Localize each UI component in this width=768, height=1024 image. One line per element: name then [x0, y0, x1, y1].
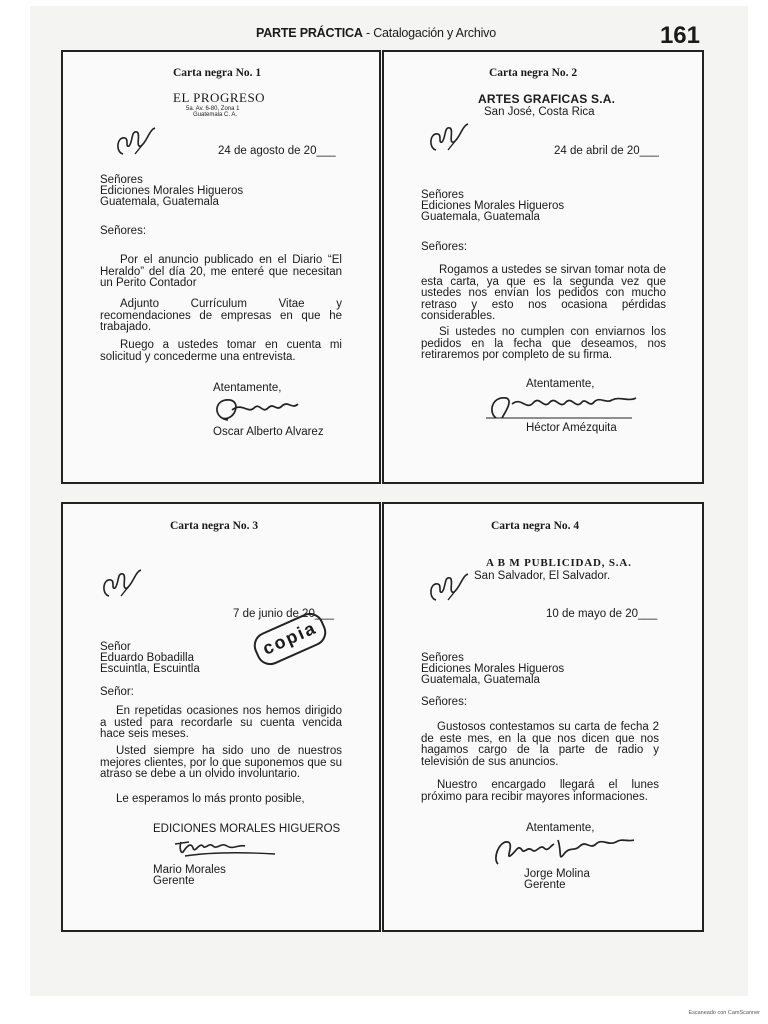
title-sub: - Catalogación y Archivo [362, 26, 496, 40]
signer-title: Gerente [524, 879, 566, 891]
company-signature: EDICIONES MORALES HIGUEROS [153, 823, 341, 835]
letter-paragraph: Adjunto Currículum Vitae y recomendaciones de empresas en que he trabajado. [100, 298, 342, 333]
company-address: San José, Costa Rica [484, 106, 595, 118]
salutation: Señores: [100, 225, 147, 237]
initials-mark [113, 124, 163, 160]
signature-mark [171, 832, 281, 860]
letter-paragraph: Le esperamos lo más pronto posible, [116, 793, 305, 805]
letter-paragraph: Gustosos contestamos su carta de fecha 2 de este mes, en la que nos dicen que nos hagamos cargo de la parte de radio y televisión de sus anuncios. [421, 721, 659, 768]
letter-paragraph: En repetidas ocasiones nos hemos dirigido a usted para recordarle su cuenta vencida hace seis meses. [100, 705, 342, 740]
signer-name: Oscar Alberto Alvarez [213, 426, 324, 438]
title-main: PARTE PRÁCTICA [256, 26, 363, 40]
company-name: A B M PUBLICIDAD, S.A. [486, 557, 632, 569]
letter-1 [61, 50, 381, 484]
recipient-line-1: Señor [100, 641, 131, 653]
signature-mark [482, 388, 642, 424]
letter-title: Carta negra No. 1 [173, 67, 262, 79]
page-number: 161 [659, 22, 700, 49]
signature-mark [488, 830, 638, 870]
letter-date: 10 de mayo de 20___ [546, 608, 658, 620]
letter-title: Carta negra No. 4 [491, 520, 580, 532]
recipient-line-1: Señores [421, 652, 464, 664]
letter-title: Carta negra No. 2 [489, 67, 578, 79]
recipient-line-3: Guatemala, Guatemala [421, 211, 540, 223]
closing: Atentamente, [526, 822, 595, 834]
closing: Atentamente, [213, 382, 282, 394]
letter-title: Carta negra No. 3 [170, 520, 259, 532]
letter-date: 7 de junio de 20___ [233, 608, 335, 620]
letter-paragraph: Por el anuncio publicado en el Diario “El Heraldo” del día 20, me enteré que necesitan un Perito Contador [100, 254, 342, 289]
recipient-line-1: Señores [421, 189, 464, 201]
signer-title: Gerente [153, 875, 195, 887]
salutation: Señor: [100, 686, 134, 698]
letter-paragraph: Rogamos a ustedes se sirvan tomar nota de esta carta, ya que es la segunda vez que ustedes nos envían los pedidos con mucho retraso y esto nos ocasiona pérdidas considerables. [421, 264, 666, 322]
letter-paragraph: Si ustedes no cumplen con enviarnos los pedidos en la fecha que deseamos, nos retiraremos por completo de su firma. [421, 326, 666, 361]
company-city: Guatemala C. A. [193, 112, 238, 118]
initials-mark [426, 120, 476, 156]
letter-2 [382, 50, 704, 484]
letter-date: 24 de abril de 20___ [554, 145, 659, 157]
company-name: EL PROGRESO [173, 90, 266, 105]
letter-paragraph: Usted siempre ha sido uno de nuestros mejores clientes, por lo que suponemos que su atraso se debe a un olvido involuntario. [100, 745, 342, 780]
company-address: 5a. Av. 6-80, Zona 1 [186, 106, 240, 112]
salutation: Señores: [421, 696, 468, 708]
letter-4 [382, 502, 704, 932]
recipient-line-2: Ediciones Morales Higueros [100, 185, 244, 197]
copia-stamp-text: copia [249, 608, 330, 669]
signer-name: Mario Morales [153, 864, 226, 876]
recipient-line-2: Eduardo Bobadilla [100, 652, 194, 664]
letter-3 [61, 502, 381, 932]
recipient-line-3: Guatemala, Guatemala [100, 196, 219, 208]
page-title [256, 26, 496, 40]
company-address: San Salvador, El Salvador. [474, 570, 611, 582]
letter-paragraph: Nuestro encargado llegará el lunes próximo para recibir mayores informaciones. [421, 779, 659, 803]
initials-mark [99, 566, 149, 602]
book-page [30, 6, 748, 996]
closing: Atentamente, [526, 378, 595, 390]
initials-mark [426, 570, 476, 606]
recipient-line-2: Ediciones Morales Higueros [421, 200, 565, 212]
recipient-line-3: Escuintla, Escuintla [100, 663, 200, 675]
company-name: ARTES GRAFICAS S.A. [478, 92, 616, 106]
recipient-line-2: Ediciones Morales Higueros [421, 663, 565, 675]
signer-name: Jorge Molina [524, 868, 590, 880]
signer-name: Héctor Amézquita [526, 422, 617, 434]
recipient-line-1: Señores [100, 174, 143, 186]
salutation: Señores: [421, 241, 468, 253]
signature-mark [208, 392, 303, 427]
recipient-line-3: Guatemala, Guatemala [421, 674, 540, 686]
letter-date: 24 de agosto de 20___ [218, 145, 336, 157]
letter-paragraph: Ruego a ustedes tomar en cuenta mi solicitud y concederme una entrevista. [100, 339, 342, 363]
scanner-watermark: Escaneado con CamScanner [688, 1010, 760, 1016]
